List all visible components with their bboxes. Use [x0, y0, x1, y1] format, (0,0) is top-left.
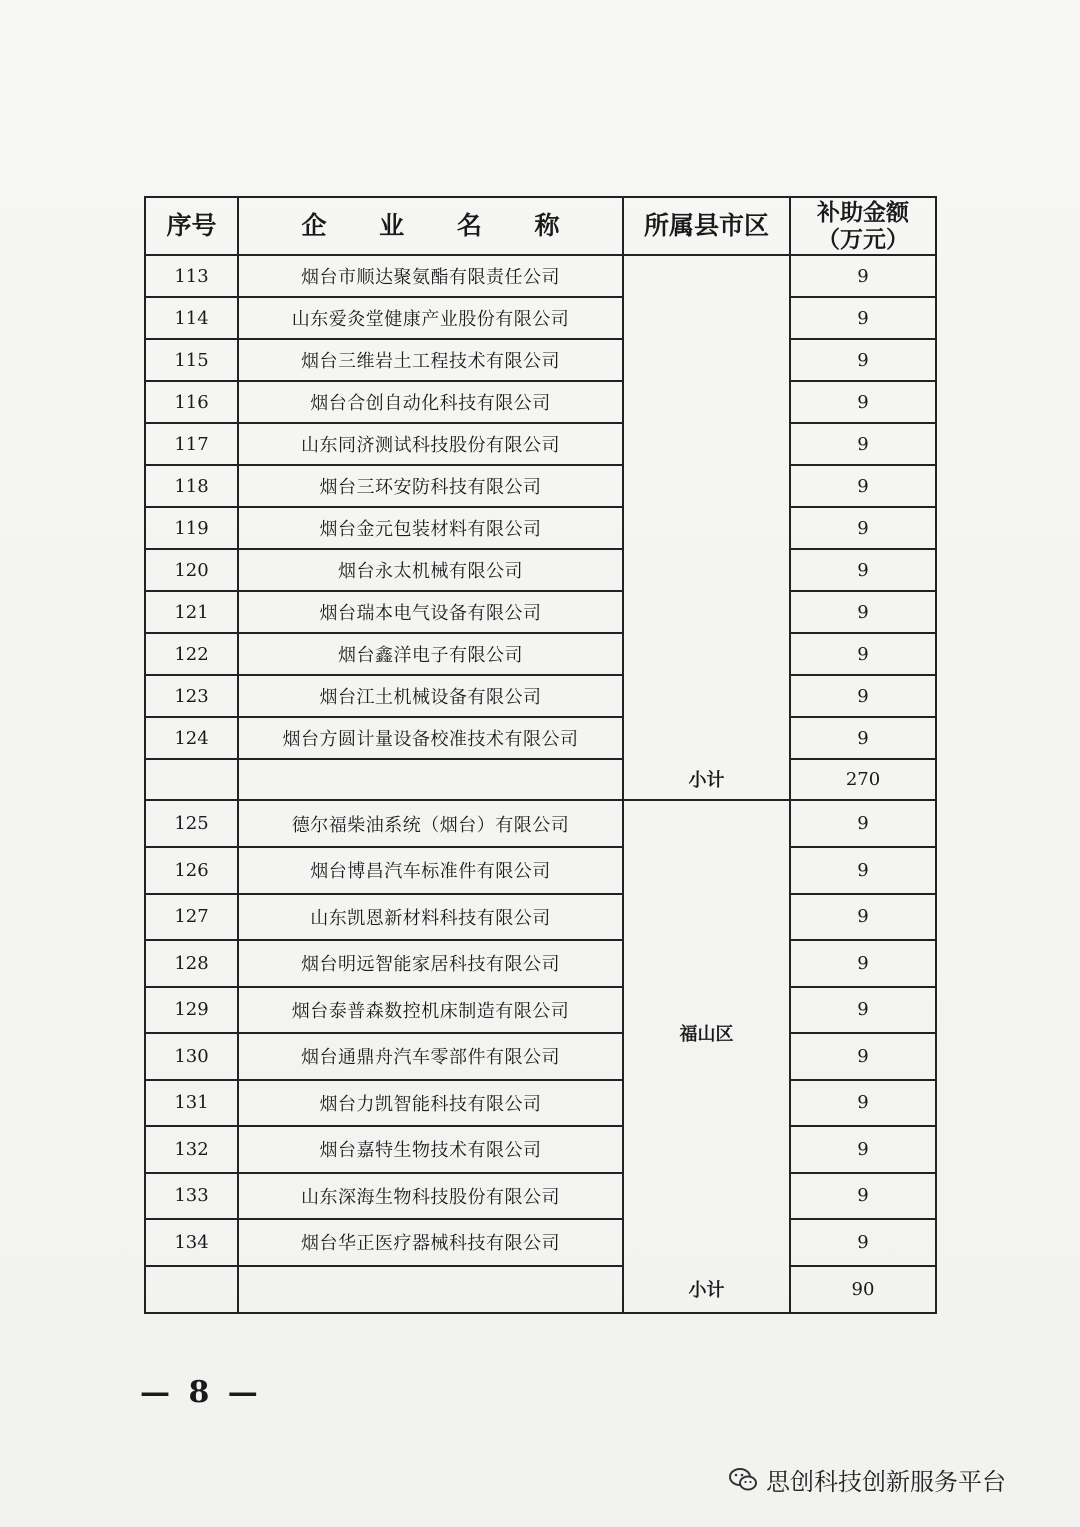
row-seq: 122 [145, 633, 238, 675]
table-row [145, 1219, 936, 1266]
row-seq: 130 [145, 1033, 238, 1080]
table-row [145, 940, 936, 987]
row-seq: 113 [145, 255, 238, 297]
table-row [145, 1126, 936, 1173]
row-amount: 9 [790, 1033, 936, 1080]
table-row [145, 717, 936, 759]
row-company-name: 烟台金元包装材料有限公司 [238, 507, 623, 549]
row-company-name: 烟台合创自动化科技有限公司 [238, 381, 623, 423]
row-district-group1 [623, 255, 790, 759]
table-row [145, 1080, 936, 1127]
table-row [145, 633, 936, 675]
row-seq: 124 [145, 717, 238, 759]
subtotal-label-2: 小计 [623, 1266, 790, 1313]
row-amount: 9 [790, 423, 936, 465]
row-amount: 9 [790, 381, 936, 423]
row-amount: 9 [790, 255, 936, 297]
row-amount: 9 [790, 894, 936, 941]
row-seq: 117 [145, 423, 238, 465]
row-company-name: 烟台鑫洋电子有限公司 [238, 633, 623, 675]
row-seq: 115 [145, 339, 238, 381]
wechat-icon [728, 1467, 758, 1493]
table-row [145, 1033, 936, 1080]
row-amount: 9 [790, 1219, 936, 1266]
row-company-name: 烟台明远智能家居科技有限公司 [238, 940, 623, 987]
row-amount: 9 [790, 800, 936, 847]
row-company-name: 山东凯恩新材料科技有限公司 [238, 894, 623, 941]
row-company-name: 烟台通鼎舟汽车零部件有限公司 [238, 1033, 623, 1080]
table-row [145, 549, 936, 591]
watermark-text: 思创科技创新服务平台 [766, 1468, 1006, 1496]
row-district-group2: 福山区 [623, 800, 790, 1266]
table-row [145, 255, 936, 297]
row-company-name: 烟台泰普森数控机床制造有限公司 [238, 987, 623, 1034]
row-amount: 9 [790, 339, 936, 381]
subtotal-name-empty [238, 759, 623, 800]
row-seq: 126 [145, 847, 238, 894]
table-row [145, 507, 936, 549]
table-row [145, 894, 936, 941]
header-name-text: 企 业 名 称 [301, 211, 582, 240]
subsidy-table [144, 196, 937, 1314]
row-seq: 125 [145, 800, 238, 847]
header-amount [790, 197, 936, 255]
row-amount: 9 [790, 297, 936, 339]
row-company-name: 德尔福柴油系统（烟台）有限公司 [238, 800, 623, 847]
row-amount: 9 [790, 1173, 936, 1220]
row-seq: 134 [145, 1219, 238, 1266]
row-seq: 129 [145, 987, 238, 1034]
header-amount-line2: （万元） [817, 226, 909, 253]
row-amount: 9 [790, 717, 936, 759]
row-company-name: 烟台三维岩土工程技术有限公司 [238, 339, 623, 381]
row-amount: 9 [790, 507, 936, 549]
row-company-name: 烟台永太机械有限公司 [238, 549, 623, 591]
table-row [145, 339, 936, 381]
row-amount: 9 [790, 675, 936, 717]
table-header-row [145, 197, 936, 255]
table-row [145, 423, 936, 465]
row-company-name: 山东爱灸堂健康产业股份有限公司 [238, 297, 623, 339]
row-company-name: 烟台华正医疗器械科技有限公司 [238, 1219, 623, 1266]
table-row [145, 800, 936, 847]
subtotal-row-2 [145, 1266, 936, 1313]
row-amount: 9 [790, 633, 936, 675]
subtotal-seq-empty [145, 759, 238, 800]
subtotal-value-1: 270 [790, 759, 936, 800]
row-amount: 9 [790, 987, 936, 1034]
row-seq: 114 [145, 297, 238, 339]
row-seq: 120 [145, 549, 238, 591]
row-amount: 9 [790, 549, 936, 591]
row-company-name: 烟台瑞本电气设备有限公司 [238, 591, 623, 633]
row-company-name: 烟台力凯智能科技有限公司 [238, 1080, 623, 1127]
table-row [145, 591, 936, 633]
row-company-name: 烟台三环安防科技有限公司 [238, 465, 623, 507]
row-seq: 133 [145, 1173, 238, 1220]
row-amount: 9 [790, 1080, 936, 1127]
header-district: 所属县市区 [623, 197, 790, 255]
row-seq: 127 [145, 894, 238, 941]
header-amount-line1: 补助金额 [817, 199, 909, 226]
row-seq: 119 [145, 507, 238, 549]
row-seq: 131 [145, 1080, 238, 1127]
row-amount: 9 [790, 940, 936, 987]
row-amount: 9 [790, 465, 936, 507]
row-company-name: 烟台江土机械设备有限公司 [238, 675, 623, 717]
row-amount: 9 [790, 1126, 936, 1173]
row-company-name: 烟台博昌汽车标准件有限公司 [238, 847, 623, 894]
subtotal-row-1 [145, 759, 936, 800]
row-seq: 116 [145, 381, 238, 423]
subtotal-seq-empty [145, 1266, 238, 1313]
row-amount: 9 [790, 847, 936, 894]
table-row [145, 675, 936, 717]
table-row [145, 847, 936, 894]
row-seq: 118 [145, 465, 238, 507]
header-seq: 序号 [145, 197, 238, 255]
row-company-name: 烟台市顺达聚氨酯有限责任公司 [238, 255, 623, 297]
row-seq: 132 [145, 1126, 238, 1173]
watermark [728, 1462, 1006, 1497]
row-company-name: 烟台方圆计量设备校准技术有限公司 [238, 717, 623, 759]
row-company-name: 山东同济测试科技股份有限公司 [238, 423, 623, 465]
row-seq: 123 [145, 675, 238, 717]
page-number: — 8 — [140, 1375, 262, 1410]
table-row [145, 465, 936, 507]
subtotal-value-2: 90 [790, 1266, 936, 1313]
header-name [238, 197, 623, 255]
row-seq: 121 [145, 591, 238, 633]
subtotal-label-1: 小计 [623, 759, 790, 800]
table-row [145, 987, 936, 1034]
subtotal-name-empty [238, 1266, 623, 1313]
row-amount: 9 [790, 591, 936, 633]
table-row [145, 381, 936, 423]
row-company-name: 烟台嘉特生物技术有限公司 [238, 1126, 623, 1173]
row-seq: 128 [145, 940, 238, 987]
table-row [145, 1173, 936, 1220]
table-row [145, 297, 936, 339]
row-company-name: 山东深海生物科技股份有限公司 [238, 1173, 623, 1220]
table-body [145, 255, 936, 1313]
